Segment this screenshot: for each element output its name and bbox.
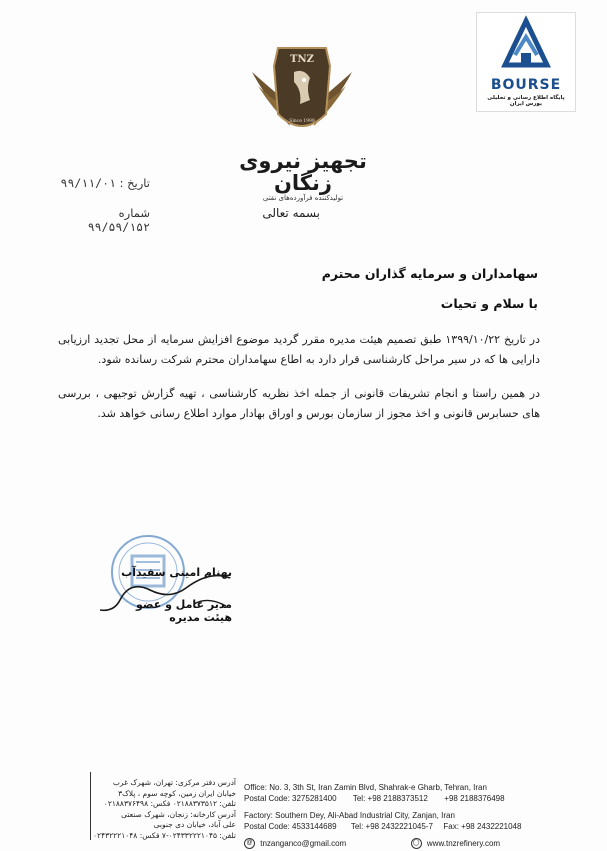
emblem-initials: TNZ <box>290 54 314 65</box>
footer-office-en-1: Office: No. 3, 3th St, Iran Zamin Blvd, Shahrak-e Gharb, Tehran, Iran <box>244 783 487 792</box>
company-emblem <box>248 42 356 142</box>
footer-factory-en <box>244 810 590 832</box>
paragraph-1: در تاریخ ۱۳۹۹/۱۰/۲۲ طبق تصمیم هیئت مدیره مقرر گردید موضوع افزایش سرمایه از محل تجدید ارزیابی دارایی ها که در سیر مراحل کارشناسی قرار دارد به اطاع سهامداران محترم شرکت رسانده شود. <box>58 333 540 366</box>
footer-factory-postal: Postal Code: 4533144689 <box>244 822 337 831</box>
company-name: تجهیز نیروی زنگان <box>239 149 367 195</box>
footer-office-postal: Postal Code: 3275281400 <box>244 794 337 803</box>
footer-office-en <box>244 782 590 804</box>
bourse-logo <box>476 12 576 112</box>
paragraph-2: در همین راستا و انجام تشریفات قانونی از جمله اخذ نظریه کارشناسی ، تهیه گزارش توجیهی ، بررسی های حسابرس قانونی و اخذ مجوز از سازمان بورس و اوراق بهادار موارد اطلاع رسانی خواهد شد. <box>58 387 540 420</box>
footer-divider <box>90 772 91 840</box>
footer-office-tel: Tel: +98 2188373512 <box>352 794 428 803</box>
globe-icon: ◯ <box>411 838 422 849</box>
date-label: تاریخ : <box>119 176 150 190</box>
footer-office-fax: +98 2188376498 <box>444 794 505 803</box>
addressee: سهامداران و سرمایه گذاران محترم <box>321 266 538 281</box>
date-value: ۹۹/۱۱/۰۱ <box>60 176 116 190</box>
footer-factory-fa-2: علی آباد، خیابان دی جنوبی <box>153 820 236 829</box>
handwritten-signature <box>90 560 240 620</box>
footer-office-fa <box>93 778 236 841</box>
footer-office-fa-2: خیابان ایران زمین، کوچه سوم ، پلاک۳ <box>118 788 236 798</box>
bourse-caption: پایگاه اطلاع رسانی و تحلیلی بورس ایران <box>487 95 565 107</box>
bourse-mark-icon <box>477 13 575 77</box>
greeting: با سلام و تحیات <box>440 296 538 311</box>
footer-web-row <box>244 838 590 849</box>
footer-website[interactable]: www.tnzrefinery.com <box>426 839 501 848</box>
footer-factory-en-contact <box>244 821 590 832</box>
footer-office-en-contact <box>244 793 590 804</box>
number-label: شماره <box>118 206 150 220</box>
company-tagline: تولیدکننده فرآورده‌های نفتی <box>262 194 344 202</box>
footer-factory-tel: Tel: +98 2432221045-7 <box>350 822 433 831</box>
footer-factory-fa-3: تلفن: ۰۲۴۳۳۲۲۲۱۰۴۵-۷ فکس: ۰۲۴۳۲۲۲۱۰۴۸ <box>93 830 236 840</box>
number-row <box>60 206 150 234</box>
emblem-graphic <box>248 42 356 142</box>
signer-title: مدیر عامل و عضو هیئت مدیره <box>136 598 232 624</box>
date-row <box>60 176 150 190</box>
footer-office-fa-1: آدرس دفتر مرکزی: تهران، شهرک غرب <box>112 778 236 787</box>
bourse-word: BOURSE <box>490 77 562 93</box>
signer-name: بهنام امینی سفیدآب <box>121 566 232 579</box>
bismillah: بسمه تعالی <box>262 206 320 220</box>
footer-office-fa-3: تلفن: ۰۲۱۸۸۳۷۳۵۱۲ فکس: ۰۲۱۸۸۳۷۶۴۹۸ <box>103 799 236 808</box>
number-value: ۹۹/۵۹/۱۵۲ <box>87 220 150 234</box>
footer-factory-fax: Fax: +98 2432221048 <box>443 822 522 831</box>
footer-email[interactable]: tnzanganco@gmail.com <box>260 839 347 848</box>
email-icon: @ <box>244 838 255 849</box>
footer-factory-fa-1: آدرس کارخانه: زنجان، شهرک صنعتی <box>121 809 236 819</box>
emblem-since: Since 1999 <box>289 119 315 124</box>
company-wordmark <box>218 149 388 202</box>
footer-factory-en-1: Factory: Southern Dey, Ali-Abad Industrial City, Zanjan, Iran <box>244 811 455 820</box>
